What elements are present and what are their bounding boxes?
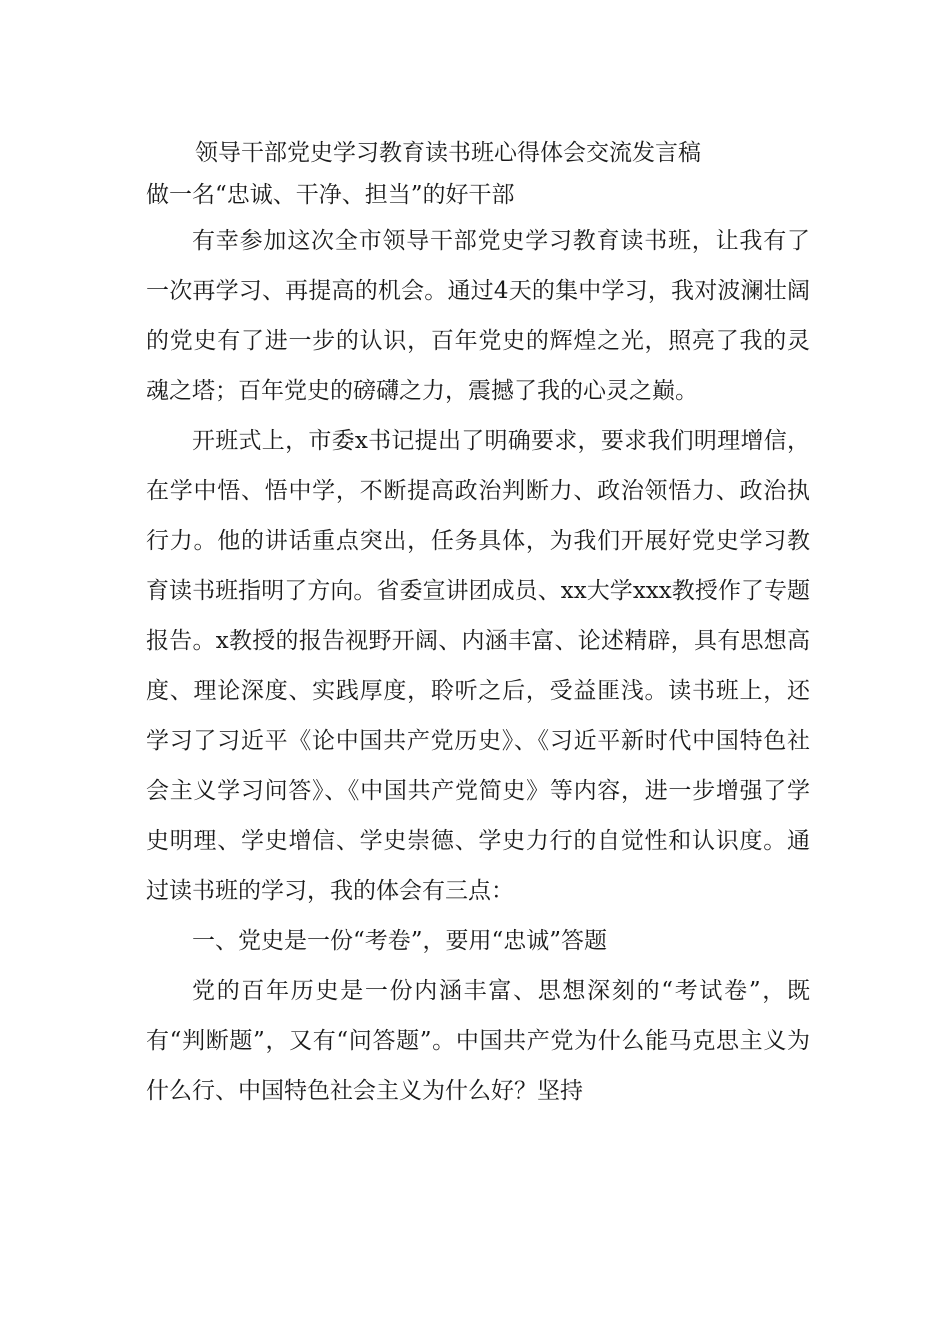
- body-paragraph: 开班式上，市委x书记提出了明确要求，要求我们明理增信，在学中悟、悟中学，不断提高政治判断力、政治领悟力、政治执行力。他的讲话重点突出，任务具体，为我们开展好党史学习教育读书班指明了方向。省委宣讲团成员、xx大学xxx教授作了专题报告。x教授的报告视野开阔、内涵丰富、论述精辟，具有思想高度、理论深度、实践厚度，聆听之后，受益匪浅。读书班上，还学习了习近平《论中国共产党历史》、《习近平新时代中国特色社会主义学习问答》、《中国共产党简史》等内容，进一步增强了学史明理、学史增信、学史崇德、学史力行的自觉性和认识度。通过读书班的学习，我的体会有三点：: [146, 428, 810, 904]
- intro-paragraph: 有幸参加这次全市领导干部党史学习教育读书班，让我有了一次再学习、再提高的机会。通过4天的集中学习，我对波澜壮阔的党史有了进一步的认识，百年党史的辉煌之光，照亮了我的灵魂之塔；百年党史的磅礴之力，震撼了我的心灵之巅。: [146, 228, 810, 404]
- document-title: 领导干部党史学习教育读书班心得体会交流发言稿: [195, 140, 701, 166]
- section-paragraph: 党的百年历史是一份内涵丰富、思想深刻的“考试卷”，既有“判断题”，又有“问答题”。中国共产党为什么能马克思主义为什么行、中国特色社会主义为什么好？坚持: [146, 978, 810, 1104]
- document-body: [146, 132, 810, 1116]
- document-subtitle: 做一名“忠诚、干净、担当”的好干部: [146, 182, 515, 208]
- section-heading: 一、党史是一份“考卷”，要用“忠诚”答题: [192, 928, 608, 954]
